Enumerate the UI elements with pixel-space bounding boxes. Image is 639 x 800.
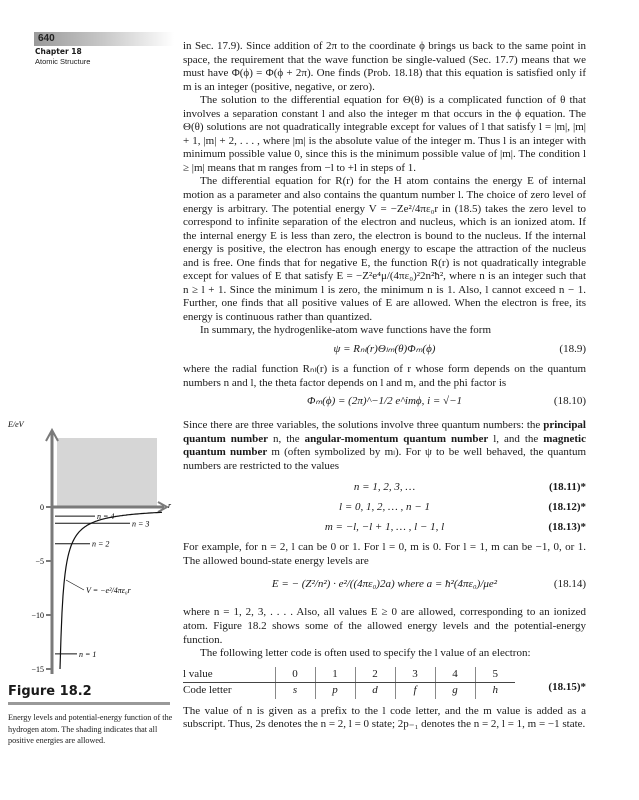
energy-level-label: n = 4: [97, 512, 115, 522]
cell: h: [475, 683, 515, 699]
paragraph: The value of n is given as a prefix to the l code letter, and the m value is added as a subscript. Thus, 2s denotes the n = 2, l = 0 state; 2p₋₁ denotes the n = 2, l = 1, m = −1 state.: [183, 704, 586, 731]
text: l, and the: [488, 432, 544, 445]
term-principal: principal quantum number: [183, 419, 586, 445]
energy-level-figure: [0, 410, 180, 680]
equation-text: ψ = Rₙₗ(r)Θₗₘ(θ)Φₘ(ϕ): [333, 343, 436, 356]
y-tick-label: 0: [40, 503, 44, 512]
equation-18-9: [183, 343, 586, 363]
energy-level-label: n = 1: [79, 649, 97, 659]
chapter-title: Atomic Structure: [35, 57, 91, 66]
curve-label: V = −e²/4πε₀r: [86, 586, 131, 595]
paragraph: In summary, the hydrogenlike-atom wave functions have the form: [200, 324, 492, 337]
energy-level-label: n = 2: [92, 539, 110, 549]
equation-18-12: [183, 501, 586, 521]
y-tick-label: −5: [35, 557, 44, 566]
term-magnetic: magnetic quantum number: [183, 432, 586, 459]
letter-code-table: [183, 667, 515, 699]
equation-number: (18.12)*: [548, 501, 586, 514]
equation-18-14: [183, 578, 586, 606]
equation-18-10: [183, 395, 586, 419]
term-angular-momentum: angular-momentum quantum number: [304, 432, 489, 445]
equation-number: (18.9): [559, 343, 586, 356]
paragraph: in Sec. 17.9). Since addition of 2π to the coordinate ϕ brings us back to the same point in space, the requirement that the wave function be single-valued (Sec. 17.7) means that we must have Φ(ϕ) = Φ(ϕ + 2π). One finds (Prob. 18.18) that this equation is satisfied only if m is an integer (positive, negative, or zero).: [183, 40, 586, 93]
paragraph: where the radial function Rₙₗ(r) is a function of r whose form depends on the quantum numbers n and l, the theta factor depends on l and m, and the phi factor is: [183, 363, 586, 389]
energy-level-label: n = 3: [132, 519, 150, 529]
cell: d: [355, 683, 395, 699]
paragraph: The differential equation for R(r) for the H atom contains the energy E of internal motion as a parameter and also contains the quantum number l. The choice of zero level of energy is arbitrary. The potential energy V = −Ze²/4πε₀r in (18.5) takes the zero level to correspond to infinite separation of the electron and nucleus, which is an ionized atom. If the internal energy E is less than zero, the electron is bound to the nucleus. If the internal energy is positive, the electron has enough energy to escape the attraction of the nucleus and is free. One finds that for negative E, the function R(r) is not quadratically integrable except for values of E that satisfy E = −Z²e⁴μ/(4πε₀)²2n²ħ², where n is an integer such that n ≥ l + 1. Since the minimum l is zero, the minimum n is 1. Also, l cannot exceed n − 1. Further, one finds that all positive values of E are allowed. When the electron is free, its energy is continuous rather than quantized.: [183, 175, 586, 323]
cell: s: [275, 683, 315, 699]
cell: f: [395, 683, 435, 699]
table-row: [183, 683, 515, 699]
chapter-label: Chapter 18: [35, 47, 82, 56]
text: n, the: [268, 432, 305, 445]
figure-caption: Energy levels and potential-energy function of the hydrogen atom. The shading indicates that all positive energies are allowed.: [8, 713, 173, 745]
table-row: [183, 667, 515, 683]
equation-number: (18.10): [553, 395, 586, 408]
figure-title-rule: [8, 702, 170, 705]
y-tick-label: −10: [31, 611, 44, 620]
cell: 1: [315, 667, 355, 683]
equation-number: (18.15)*: [548, 680, 586, 693]
cell: 0: [275, 667, 315, 683]
equation-text: Φₘ(ϕ) = (2π)^−1/2 e^imϕ, i = √−1: [306, 395, 463, 408]
x-axis-label: r: [168, 501, 172, 510]
equation-text: l = 0, 1, 2, … , n − 1: [339, 501, 430, 514]
y-tick-label: −15: [31, 665, 44, 674]
row-header: l value: [183, 667, 275, 683]
equation-text: m = −l, −l + 1, … , l − 1, l: [324, 521, 445, 534]
letter-code-table-wrap: [183, 667, 586, 699]
equation-number: (18.11)*: [549, 481, 586, 494]
equation-text: n = 1, 2, 3, …: [353, 481, 416, 494]
paragraph: where n = 1, 2, 3, . . . . Also, all values E ≥ 0 are allowed, corresponding to an ionized atom. Figure 18.2 shows some of the allowed energy levels and the potential-energy function.: [183, 606, 586, 646]
equation-18-13: [183, 521, 586, 541]
cell: 3: [395, 667, 435, 683]
equation-text: E = − (Z²/n²) · e²/((4πε₀)2a) where a = ħ²(4πε₀)/μe²: [271, 578, 498, 591]
row-header: Code letter: [183, 684, 232, 697]
text: m (often symbolized by mₗ). For ψ to be well behaved, the quantum numbers are restricted to the values: [183, 446, 586, 472]
figure-title: Figure 18.2: [8, 684, 92, 699]
equation-18-11: [183, 481, 586, 501]
cell: p: [315, 683, 355, 699]
paragraph: For example, for n = 2, l can be 0 or 1. For l = 0, m is 0. For l = 1, m can be −1, 0, or 1. The allowed bound-state energy levels are: [183, 541, 586, 567]
main-text: [183, 40, 586, 732]
curve-label-leader: [66, 580, 84, 590]
cell: g: [435, 683, 475, 699]
equation-number: (18.13)*: [548, 521, 586, 534]
text: Since there are three variables, the solutions involve three quantum numbers: the: [183, 419, 544, 432]
page-number: 640: [38, 33, 55, 44]
y-axis-label: E/eV: [8, 420, 24, 429]
cell: 2: [355, 667, 395, 683]
page-header-bar: [34, 32, 174, 46]
paragraph: The following letter code is often used to specify the l value of an electron:: [200, 647, 531, 660]
paragraph: The solution to the differential equation for Θ(θ) is a complicated function of θ that involves a separation constant l and also the integer m that occurs in the ϕ equation. The Θ(θ) solutions are not quadratically integrable except for values of l that satisfy l = |m|, |m| + 1, |m| + 2, . . . , where |m| is the absolute value of the integer m. Thus l is an integer with minimum possible value 0, since this is the minimum possible value of |m|. The condition l ≥ |m| means that m ranges from −l to +l in steps of 1.: [183, 94, 586, 174]
paragraph: [183, 419, 586, 473]
cell: 4: [435, 667, 475, 683]
positive-energy-shading: [57, 438, 157, 506]
cell: 5: [475, 667, 515, 683]
equation-number: (18.14): [553, 578, 586, 591]
